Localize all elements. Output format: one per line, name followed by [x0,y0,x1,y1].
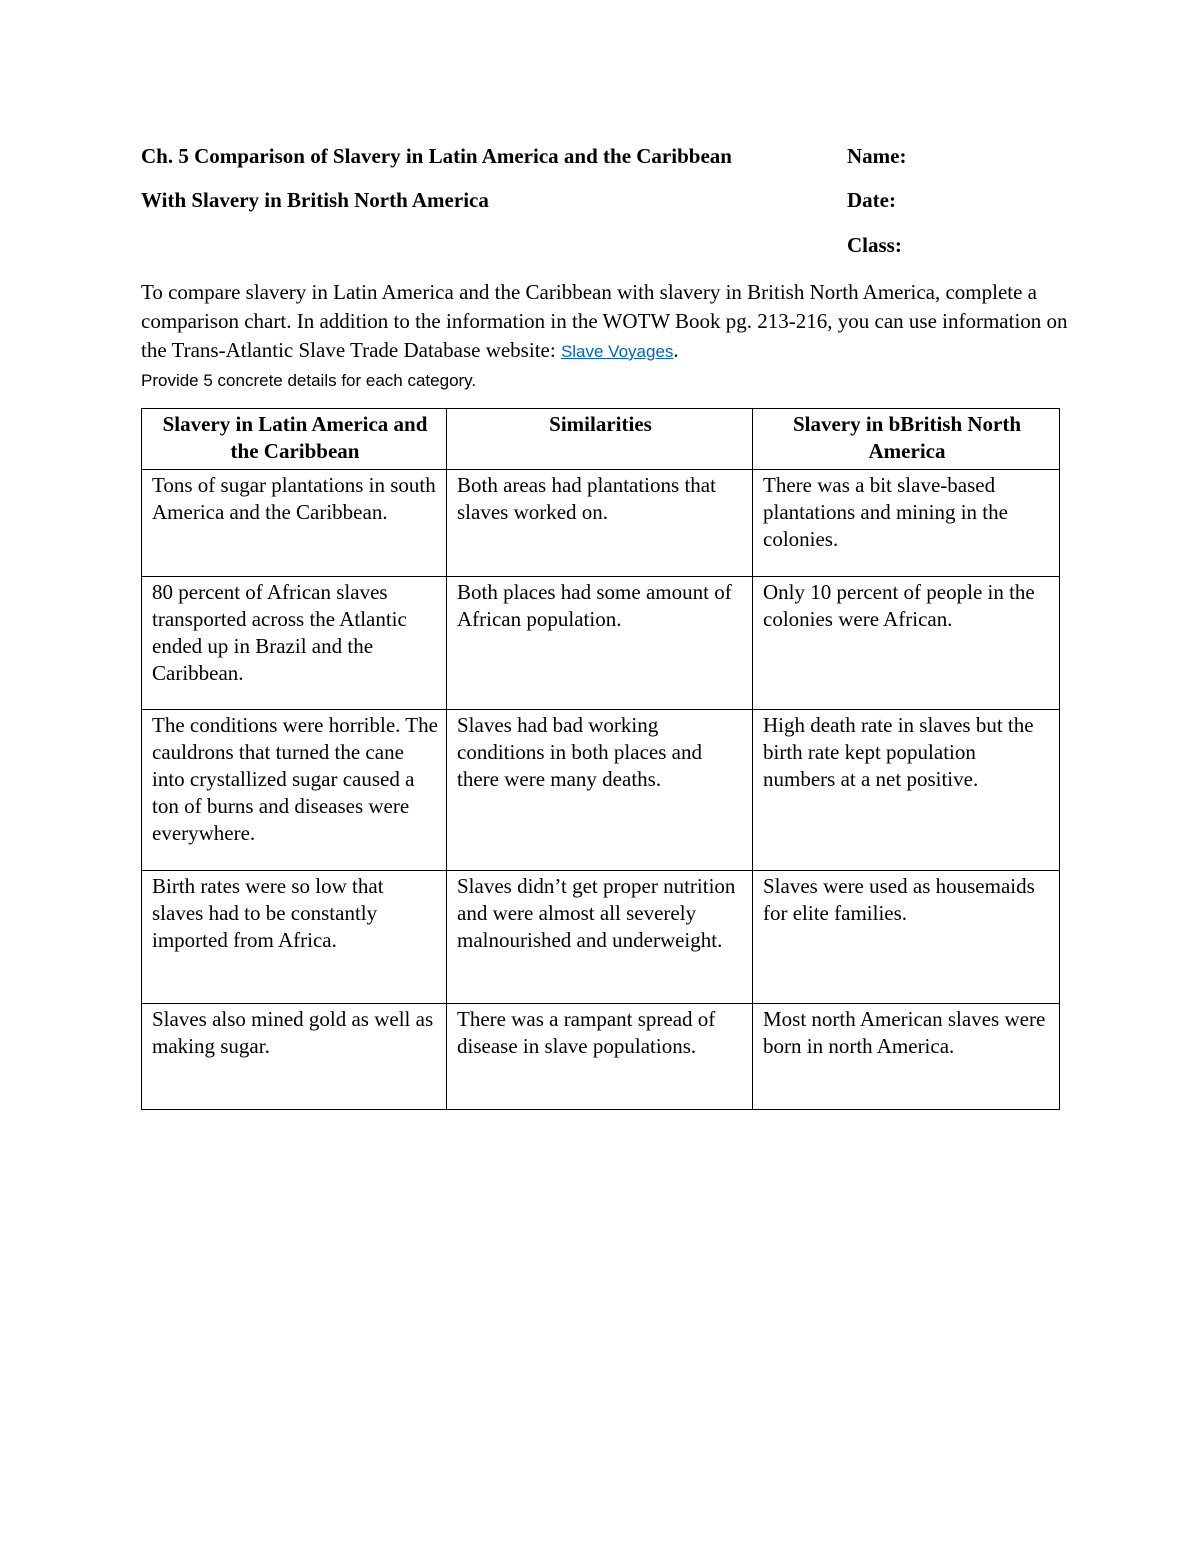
intro-text [141,278,1071,366]
british-north-america-cell: Most north American slaves were born in north America. [753,1004,1060,1110]
latin-america-cell: The conditions were horrible. The cauldrons that turned the cane into crystallized sugar caused a ton of burns and diseases were everywhere. [142,710,447,871]
name-label: Name: [847,144,907,168]
similarities-cell: Both places had some amount of African population. [447,577,753,710]
british-north-america-cell: High death rate in slaves but the birth rate kept population numbers at a net positive. [753,710,1060,871]
comparison-chart [141,408,1060,1110]
instruction-text: Provide 5 concrete details for each category. [141,371,477,390]
instructions-paragraph [141,278,1071,395]
table-row [142,871,1060,1004]
worksheet-title-line-2: With Slavery in British North America [141,188,489,212]
british-north-america-cell: Only 10 percent of people in the colonies were African. [753,577,1060,710]
table-row [142,470,1060,577]
similarities-cell: Slaves had bad working conditions in both places and there were many deaths. [447,710,753,871]
latin-america-cell: Slaves also mined gold as well as making sugar. [142,1004,447,1110]
header-british-north-america: Slavery in bBritish North America [753,409,1060,470]
header-similarities: Similarities [447,409,753,470]
similarities-cell: Slaves didn’t get proper nutrition and were almost all severely malnourished and underweight. [447,871,753,1004]
similarities-cell: Both areas had plantations that slaves worked on. [447,470,753,577]
similarities-cell: There was a rampant spread of disease in slave populations. [447,1004,753,1110]
intro-period: . [673,338,679,362]
intro-body-text: To compare slavery in Latin America and the Caribbean with slavery in British North America, complete a comparison chart. In addition to the information in the WOTW Book pg. 213-216, you can use information on the Trans-Atlantic Slave Trade Database website: [141,280,1068,362]
british-north-america-cell: Slaves were used as housemaids for elite families. [753,871,1060,1004]
table-header-row [142,409,1060,470]
table-row [142,710,1060,871]
british-north-america-cell: There was a bit slave-based plantations and mining in the colonies. [753,470,1060,577]
class-label: Class: [847,233,902,257]
table-row [142,1004,1060,1110]
latin-america-cell: 80 percent of African slaves transported across the Atlantic ended up in Brazil and the Caribbean. [142,577,447,710]
header-latin-america: Slavery in Latin America and the Caribbean [142,409,447,470]
latin-america-cell: Tons of sugar plantations in south America and the Caribbean. [142,470,447,577]
worksheet-title-line-1: Ch. 5 Comparison of Slavery in Latin America and the Caribbean [141,144,732,168]
slave-voyages-link[interactable]: Slave Voyages [560,342,674,361]
table-row [142,577,1060,710]
latin-america-cell: Birth rates were so low that slaves had to be constantly imported from Africa. [142,871,447,1004]
date-label: Date: [847,188,896,212]
